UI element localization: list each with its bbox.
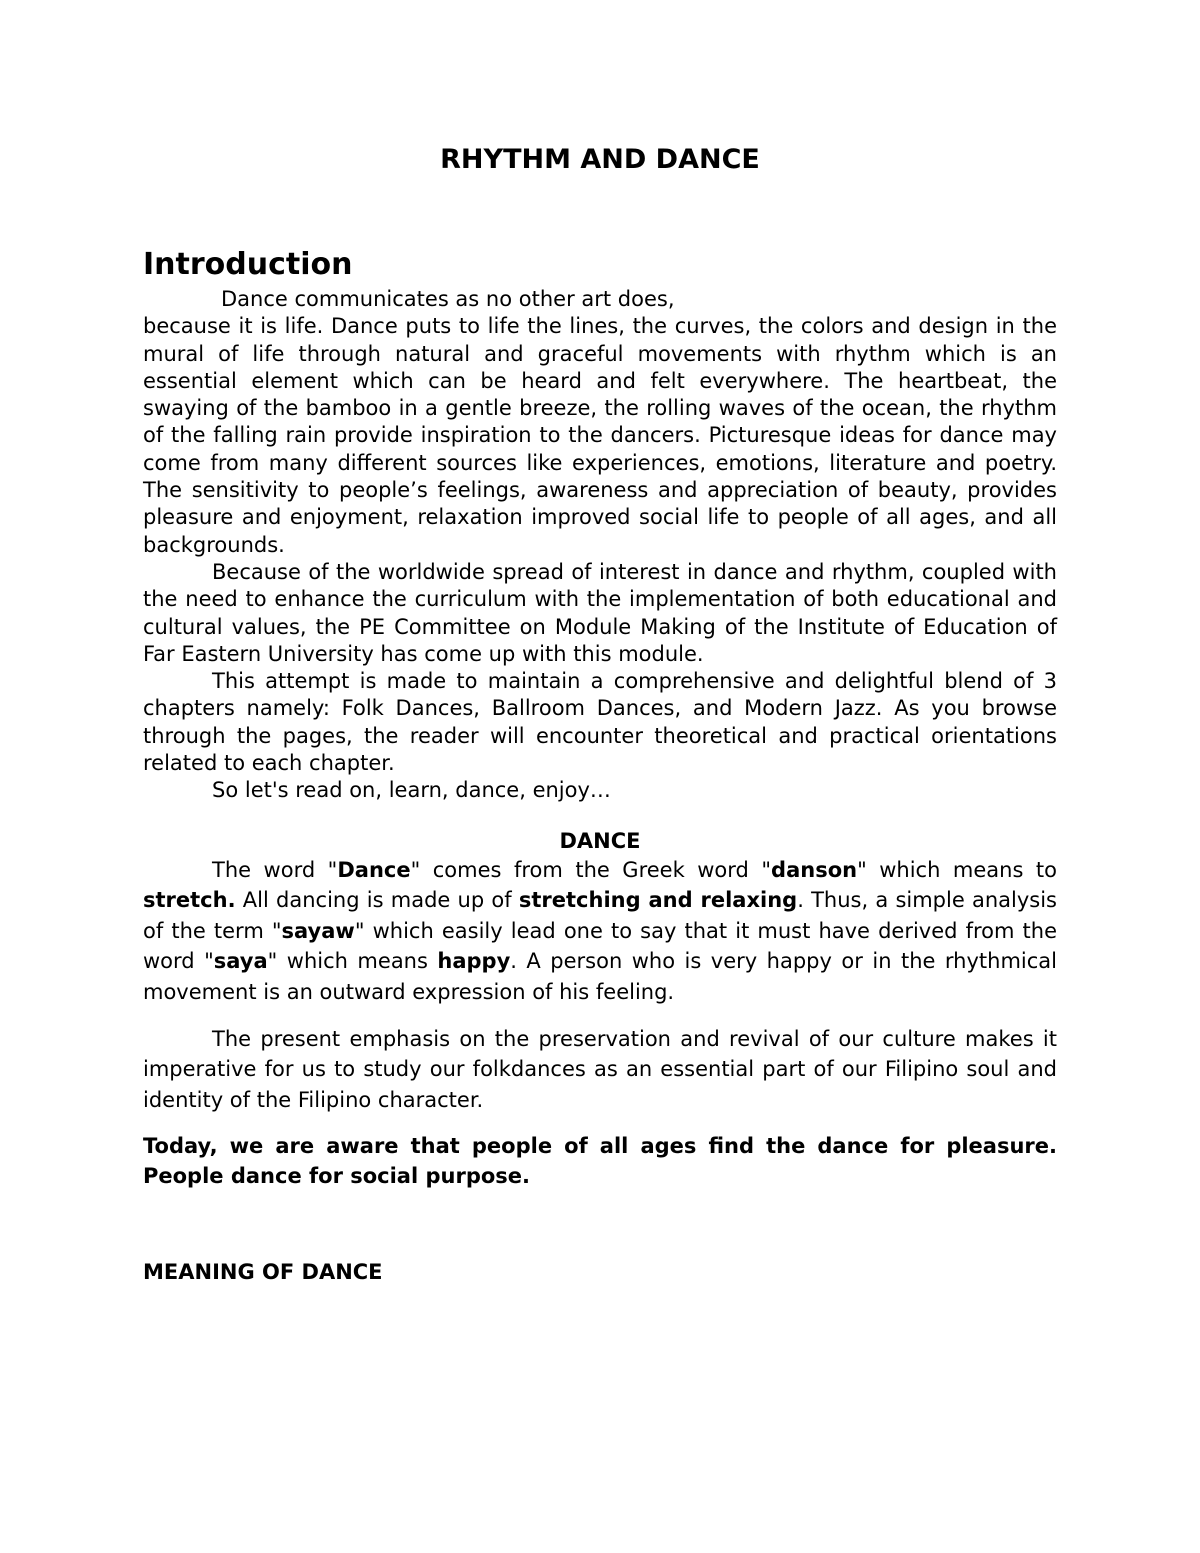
dance-section [143,855,1057,1192]
dance-text: " which means [267,949,438,974]
meaning-of-dance-heading: MEANING OF DANCE [143,1260,383,1285]
intro-paragraph-2: Because of the worldwide spread of interest in dance and rhythm, coupled with the need to enhance the curriculum with the implementation of both educational and cultural values, the PE Committee on Module Making of the Institute of Education of Far Eastern University has come up with this module. [143,559,1057,666]
dance-text: " which means to [857,857,1057,882]
dance-term-dance: Dance [337,857,411,882]
dance-text: " which easily lead one to say that it must have derived from the word " [143,918,1057,974]
document-title: RHYTHM AND DANCE [440,144,760,175]
dance-term-stretching-relaxing: stretching and relaxing [518,888,798,913]
intro-paragraph-1-first-line: Dance communicates as no other art does, [221,287,675,311]
dance-bold-statement: Today, we are aware that people of all ages find the dance for pleasure. People dance for social purpose. [143,1134,1057,1189]
dance-text: " comes from the Greek word " [410,857,772,882]
dance-term-sayaw: sayaw [281,918,355,943]
dance-text: The word " [212,857,338,882]
document-page [143,140,1057,1287]
intro-paragraph-4: So let's read on, learn, dance, enjoy… [212,778,611,803]
dance-term-stretch: stretch. [143,888,236,913]
introduction-section [143,286,1057,805]
dance-paragraph-1 [143,855,1057,1008]
introduction-heading: Introduction [143,247,353,282]
dance-text: . Thus, a simple analysis of the term " [143,888,1057,943]
dance-paragraph-2: The present emphasis on the preservation and revival of our culture makes it imperative for us to study our folkdances as an essential part of our Filipino soul and identity of the Filipino character. [143,1026,1057,1112]
dance-term-danson: danson [771,857,858,882]
dance-heading: DANCE [559,828,641,853]
dance-text: . A person who is very happy or in the rhythmical movement is an outward expression of his feeling. [143,949,1057,1005]
dance-text: All dancing is made up of [235,888,519,913]
dance-term-saya: saya [213,949,268,974]
dance-term-happy: happy [437,949,511,974]
intro-paragraph-1: because it is life. Dance puts to life the lines, the curves, the colors and design in the mural of life through natural and graceful movements with rhythm which is an essential element which can be heard and felt everywhere. The heartbeat, the swaying of the bamboo in a gentle breeze, the rolling waves of the ocean, the rhythm of the falling rain provide inspiration to the dancers. Picturesque ideas for dance may come from many different sources like experiences, emotions, literature and poetry. The sensitivity to people’s feelings, awareness and appreciation of beauty, provides pleasure and enjoyment, relaxation improved social life to people of all ages, and all backgrounds. [143,314,1057,557]
intro-paragraph-3: This attempt is made to maintain a comprehensive and delightful blend of 3 chapters namely: Folk Dances, Ballroom Dances, and Modern Jazz. As you browse through the pages, the reader will encounter theoretical and practical orientations related to each chapter. [143,669,1057,776]
